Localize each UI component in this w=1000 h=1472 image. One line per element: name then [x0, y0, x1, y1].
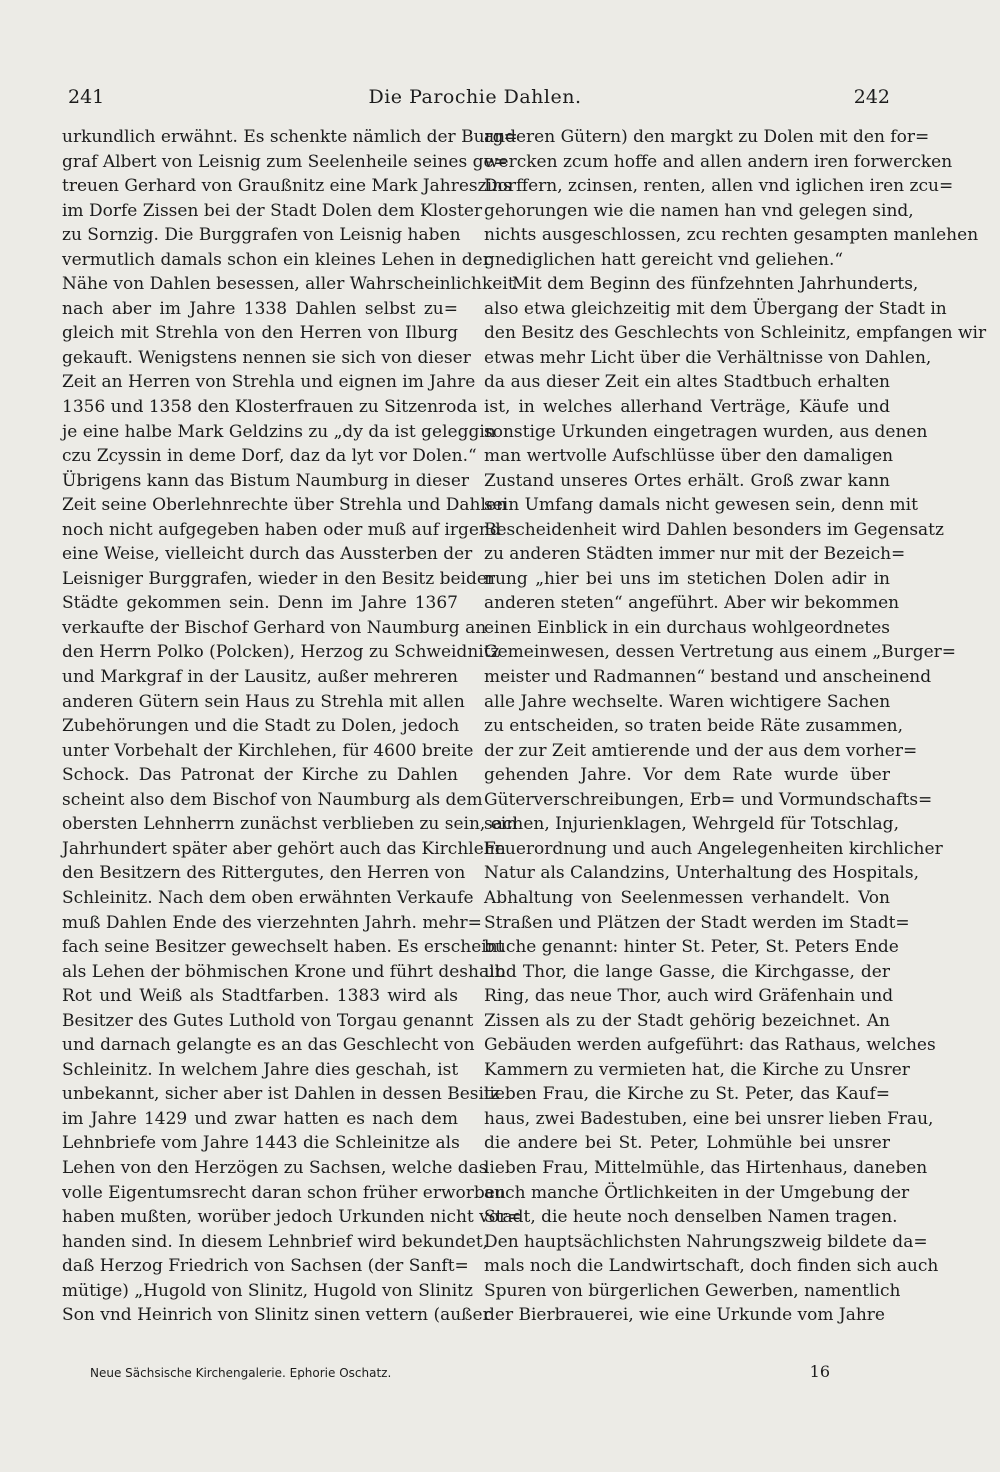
text-line: der Bierbrauerei, wie eine Urkunde vom Jahre	[484, 1305, 885, 1326]
text-line: Güterverschreibungen, Erb= und Vormundschafts=	[484, 789, 933, 810]
text-line: Schleinitz. In welchem Jahre dies geschah, ist	[62, 1059, 459, 1080]
text-line: je eine halbe Mark Geldzins zu „dy da ist geleggin	[62, 421, 496, 442]
text-line: einen Einblick in ein durchaus wohlgeordnetes	[484, 617, 890, 638]
text-line: Den hauptsächlichsten Nahrungszweig bildete da=	[484, 1231, 928, 1252]
text-line: verkaufte der Bischof Gerhard von Naumburg an	[62, 617, 487, 638]
text-line: Gebäuden werden aufgeführt: das Rathaus, welches	[484, 1035, 936, 1056]
page-number-left: 241	[68, 86, 105, 108]
text-line: vermutlich damals schon ein kleines Lehen in der	[62, 249, 491, 270]
text-line: man wertvolle Aufschlüsse über den damaligen	[484, 446, 894, 467]
page-footer	[90, 1362, 890, 1388]
text-line: gekauft. Wenigstens nennen sie sich von dieser	[62, 347, 471, 368]
text-line: obersten Lehnherrn zunächst verblieben zu sein, ein	[62, 814, 518, 835]
text-line: gehenden Jahre. Vor dem Rate wurde über	[484, 765, 890, 786]
text-line: etwas mehr Licht über die Verhältnisse von Dahlen,	[484, 347, 932, 368]
text-line: Ring, das neue Thor, auch wird Gräfenhain und	[484, 986, 894, 1007]
text-line: zu Sornzig. Die Burggrafen von Leisnig haben	[62, 225, 461, 246]
text-line: die andere bei St. Peter, Lohmühle bei unsrer	[484, 1133, 890, 1154]
text-line: Leisniger Burggrafen, wieder in den Besitz beider	[62, 568, 496, 589]
text-line: Stadt, die heute noch denselben Namen tragen.	[484, 1207, 898, 1228]
text-line: Städte gekommen sein. Denn im Jahre 1367	[62, 593, 458, 614]
text-line: graf Albert von Leisnig zum Seelenheile seines ge=	[62, 151, 508, 172]
text-line: und Thor, die lange Gasse, die Kirchgasse, der	[484, 961, 890, 982]
text-line: Schleinitz. Nach dem oben erwähnten Verkaufe	[62, 887, 474, 908]
sheet-mark: 16	[809, 1362, 830, 1381]
text-line: anderen steten“ angeführt. Aber wir bekommen	[484, 593, 900, 614]
text-line: scheint also dem Bischof von Naumburg als dem	[62, 789, 483, 810]
text-line: Kammern zu vermieten hat, die Kirche zu Unsrer	[484, 1059, 910, 1080]
text-line: zu entscheiden, so traten beide Räte zusammen,	[484, 716, 904, 737]
text-line: mals noch die Landwirtschaft, doch finden sich auch	[484, 1256, 939, 1277]
text-line: sein Umfang damals nicht gewesen sein, denn mit	[484, 495, 918, 516]
text-line: Besitzer des Gutes Luthold von Torgau genannt	[62, 1010, 474, 1031]
text-line: haus, zwei Badestuben, eine bei unsrer lieben Frau,	[484, 1108, 934, 1129]
text-line: Abhaltung von Seelenmessen verhandelt. Von	[484, 887, 890, 908]
text-line: Zubehörungen und die Stadt zu Dolen, jedoch	[62, 716, 460, 737]
text-line: Jahrhundert später aber gehört auch das Kirchlehn	[62, 838, 506, 859]
text-line: und darnach gelangte es an das Geschlecht von	[62, 1035, 475, 1056]
text-line: im Jahre 1429 und zwar hatten es nach dem	[62, 1108, 458, 1129]
text-line: lieben Frau, die Kirche zu St. Peter, das Kauf=	[484, 1084, 890, 1105]
text-line: also etwa gleichzeitig mit dem Übergang der Stadt in	[484, 298, 947, 319]
text-line: nach aber im Jahre 1338 Dahlen selbst zu=	[62, 298, 458, 319]
text-line: urkundlich erwähnt. Es schenkte nämlich der Burg=	[62, 127, 518, 147]
text-line: mütige) „Hugold von Slinitz, Hugold von Slinitz	[62, 1280, 473, 1301]
text-line: sonstige Urkunden eingetragen wurden, aus denen	[484, 421, 928, 442]
text-line: nung „hier bei uns im stetichen Dolen adir in	[484, 568, 890, 589]
text-line: ist, in welches allerhand Verträge, Käufe und	[484, 397, 890, 418]
text-line: volle Eigentumsrecht daran schon früher erworben	[62, 1182, 506, 1203]
text-line: Lehen von den Herzögen zu Sachsen, welche das	[62, 1157, 488, 1178]
text-line: der zur Zeit amtierende und der aus dem vorher=	[484, 740, 918, 761]
text-line: daß Herzog Friedrich von Sachsen (der Sanft=	[62, 1256, 469, 1277]
text-line: handen sind. In diesem Lehnbrief wird bekundet,	[62, 1231, 489, 1252]
text-line: treuen Gerhard von Graußnitz eine Mark Jahreszins	[62, 176, 512, 197]
text-line: den Besitz des Geschlechts von Schleinitz, empfangen wir	[484, 323, 987, 344]
running-title: Die Parochie Dahlen.	[368, 86, 582, 108]
text-line: Lehnbriefe vom Jahre 1443 die Schleinitze als	[62, 1133, 460, 1154]
text-line: Son vnd Heinrich von Slinitz sinen vettern (außer	[62, 1305, 491, 1326]
text-line: Gemeinwesen, dessen Vertretung aus einem „Burger=	[484, 642, 957, 663]
text-line: gleich mit Strehla von den Herren von Ilburg	[62, 323, 458, 344]
text-line: Zeit seine Oberlehnrechte über Strehla und Dahlen	[62, 495, 507, 516]
text-line: Bescheidenheit wird Dahlen besonders im Gegensatz	[484, 519, 944, 540]
text-line: anderen Gütern sein Haus zu Strehla mit allen	[62, 691, 465, 712]
text-line: sachen, Injurienklagen, Wehrgeld für Totschlag,	[484, 814, 899, 835]
text-line: fach seine Besitzer gewechselt haben. Es erscheint	[62, 937, 505, 958]
text-line: Übrigens kann das Bistum Naumburg in dieser	[62, 470, 470, 491]
text-line: als Lehen der böhmischen Krone und führt deshalb	[62, 961, 506, 982]
page-number-right: 242	[853, 86, 890, 108]
text-line: eine Weise, vielleicht durch das Aussterben der	[62, 544, 473, 565]
text-line: Dorffern, zcinsen, renten, allen vnd iglichen iren zcu=	[484, 176, 954, 197]
text-line: unter Vorbehalt der Kirchlehen, für 4600 breite	[62, 740, 474, 761]
page-header	[60, 86, 890, 116]
text-line: wercken zcum hoffe and allen andern iren forwercken	[484, 151, 953, 172]
text-line: gehorungen wie die namen han vnd gelegen sind,	[484, 200, 914, 221]
text-line: gnediglichen hatt gereicht vnd geliehen.“	[484, 249, 844, 270]
text-line: unbekannt, sicher aber ist Dahlen in dessen Besitz	[62, 1084, 500, 1105]
text-line: Rot und Weiß als Stadtfarben. 1383 wird als	[62, 986, 458, 1007]
text-line: nichts ausgeschlossen, zcu rechten gesampten manlehen	[484, 225, 979, 246]
text-line: noch nicht aufgegeben haben oder muß auf irgend	[62, 519, 501, 540]
footer-signature: Neue Sächsische Kirchengalerie. Ephorie Oschatz.	[90, 1366, 392, 1380]
text-line: Nähe von Dahlen besessen, aller Wahrscheinlichkeit	[62, 274, 515, 295]
text-line: lieben Frau, Mittelmühle, das Hirtenhaus, daneben	[484, 1157, 928, 1178]
right-column	[484, 125, 987, 1328]
text-line: buche genannt: hinter St. Peter, St. Peters Ende	[484, 937, 899, 958]
left-column	[62, 125, 522, 1328]
text-line: da aus dieser Zeit ein altes Stadtbuch erhalten	[484, 372, 890, 393]
text-line: Mit dem Beginn des fünfzehnten Jahrhunderts,	[512, 274, 919, 295]
text-line: und Markgraf in der Lausitz, außer mehreren	[62, 667, 458, 688]
text-line: 1356 und 1358 den Klosterfrauen zu Sitzenroda	[62, 397, 478, 418]
text-line: czu Zcyssin in deme Dorf, daz da lyt vor Dolen.“	[62, 446, 477, 467]
text-line: Spuren von bürgerlichen Gewerben, namentlich	[484, 1280, 901, 1301]
text-line: Schock. Das Patronat der Kirche zu Dahlen	[62, 765, 458, 786]
text-line: alle Jahre wechselte. Waren wichtigere Sachen	[484, 691, 891, 712]
text-line: anderen Gütern) den margkt zu Dolen mit den for=	[484, 127, 930, 147]
text-line: den Herrn Polko (Polcken), Herzog zu Schweidnitz	[62, 642, 500, 663]
text-line: muß Dahlen Ende des vierzehnten Jahrh. mehr=	[62, 912, 482, 933]
text-line: Zeit an Herren von Strehla und eignen im Jahre	[62, 372, 476, 393]
text-line: haben mußten, worüber jedoch Urkunden nicht vor=	[62, 1207, 522, 1228]
text-line: Feuerordnung und auch Angelegenheiten kirchlicher	[484, 838, 943, 859]
text-line: zu anderen Städten immer nur mit der Bezeich=	[484, 544, 906, 565]
text-line: Zustand unseres Ortes erhält. Groß zwar kann	[484, 470, 890, 491]
text-line: meister und Radmannen“ bestand und anscheinend	[484, 667, 932, 688]
text-line: auch manche Örtlichkeiten in der Umgebung der	[484, 1182, 910, 1203]
text-line: Natur als Calandzins, Unterhaltung des Hospitals,	[484, 863, 919, 884]
text-line: Zissen als zu der Stadt gehörig bezeichnet. An	[484, 1010, 890, 1031]
text-line: im Dorfe Zissen bei der Stadt Dolen dem Kloster	[62, 200, 483, 221]
text-line: den Besitzern des Rittergutes, den Herren von	[62, 863, 466, 884]
text-line: Straßen und Plätzen der Stadt werden im Stadt=	[484, 912, 910, 933]
